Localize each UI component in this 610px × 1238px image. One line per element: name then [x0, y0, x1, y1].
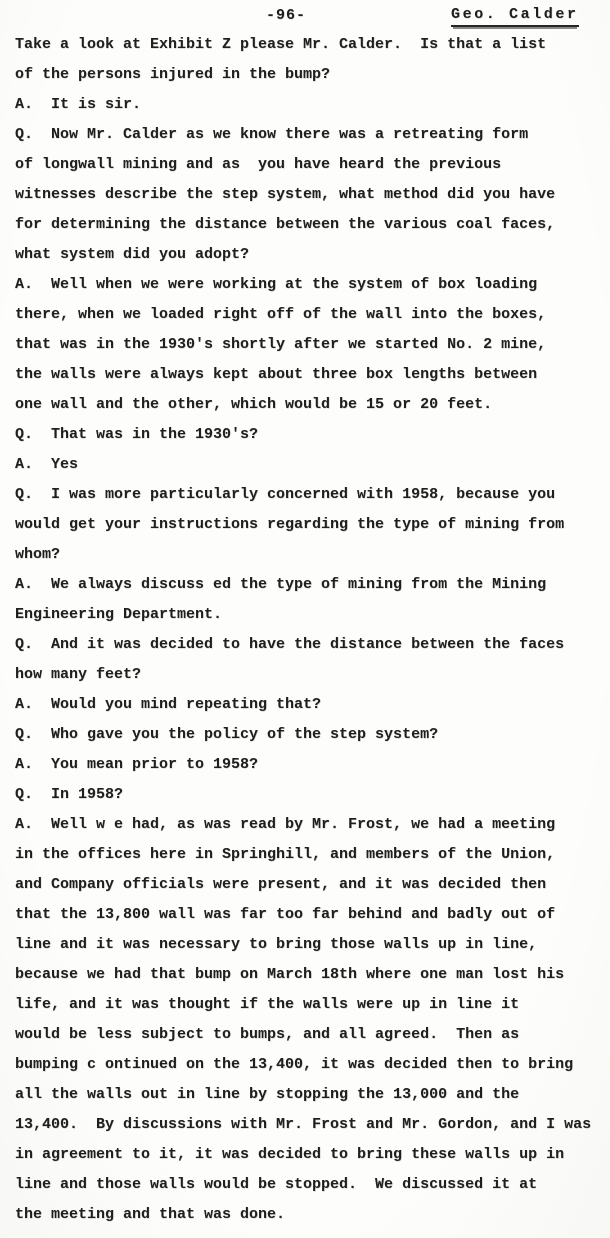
transcript-line: would be less subject to bumps, and all agreed. Then as	[15, 1026, 520, 1043]
transcript-line: Q. Now Mr. Calder as we know there was a retreating form	[15, 126, 529, 143]
transcript-body	[15, 30, 610, 1230]
transcript-line: of the persons injured in the bump?	[15, 66, 331, 83]
transcript-line: Q. Who gave you the policy of the step system?	[15, 726, 439, 743]
transcript-line: bumping c ontinued on the 13,400, it was decided then to bring	[15, 1056, 574, 1073]
transcript-line: in the offices here in Springhill, and members of the Union,	[15, 846, 556, 863]
transcript-line: there, when we loaded right off of the wall into the boxes,	[15, 306, 547, 323]
transcript-line: the meeting and that was done.	[15, 1206, 286, 1223]
transcript-line: A. Well w e had, as was read by Mr. Frost, we had a meeting	[15, 816, 556, 833]
transcript-line: A. Would you mind repeating that?	[15, 696, 322, 713]
transcript-line: for determining the distance between the various coal faces,	[15, 216, 556, 233]
transcript-line: A. It is sir.	[15, 96, 142, 113]
transcript-line: that the 13,800 wall was far too far behind and badly out of	[15, 906, 556, 923]
transcript-line: of longwall mining and as you have heard the previous	[15, 156, 502, 173]
transcript-line: one wall and the other, which would be 15 or 20 feet.	[15, 396, 493, 413]
transcript-line: Q. And it was decided to have the distance between the faces	[15, 636, 565, 653]
page-number: -96-	[266, 7, 307, 24]
transcript-line: A. We always discuss ed the type of mining from the Mining	[15, 576, 547, 593]
transcript-line: Q. That was in the 1930's?	[15, 426, 259, 443]
page-header	[0, 0, 610, 30]
transcript-line: because we had that bump on March 18th where one man lost his	[15, 966, 565, 983]
transcript-line: A. Yes	[15, 456, 79, 473]
transcript-line: Engineering Department.	[15, 606, 223, 623]
transcript-line: whom?	[15, 546, 61, 563]
transcript-line: A. Well when we were working at the system of box loading	[15, 276, 538, 293]
transcript-line: Q. In 1958?	[15, 786, 124, 803]
transcript-line: A. You mean prior to 1958?	[15, 756, 259, 773]
transcript-line: in agreement to it, it was decided to bring these walls up in	[15, 1146, 565, 1163]
transcript-line: life, and it was thought if the walls were up in line it	[15, 996, 520, 1013]
transcript-line: witnesses describe the step system, what method did you have	[15, 186, 556, 203]
transcript-line: what system did you adopt?	[15, 246, 250, 263]
transcript-line: line and those walls would be stopped. We discussed it at	[15, 1176, 538, 1193]
transcript-line: all the walls out in line by stopping the 13,000 and the	[15, 1086, 520, 1103]
transcript-line: 13,400. By discussions with Mr. Frost and Mr. Gordon, and I was	[15, 1116, 592, 1133]
transcript-line: and Company officials were present, and it was decided then	[15, 876, 547, 893]
transcript-line: that was in the 1930's shortly after we started No. 2 mine,	[15, 336, 547, 353]
witness-name: Geo. Calder	[451, 6, 579, 27]
transcript-line: how many feet?	[15, 666, 142, 683]
transcript-line: Take a look at Exhibit Z please Mr. Calder. Is that a list	[15, 36, 547, 53]
transcript-line: the walls were always kept about three box lengths between	[15, 366, 538, 383]
transcript-line: would get your instructions regarding the type of mining from	[15, 516, 565, 533]
transcript-line: Q. I was more particularly concerned with 1958, because you	[15, 486, 556, 503]
transcript-line: line and it was necessary to bring those walls up in line,	[15, 936, 538, 953]
